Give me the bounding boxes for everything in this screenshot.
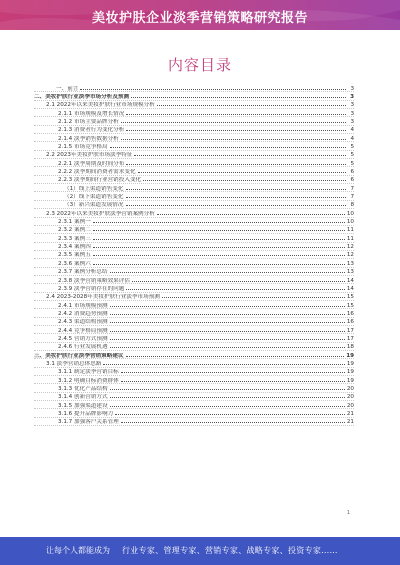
toc-entry-page: 10	[346, 219, 354, 226]
toc-entry-title: （2）线下渠道销售变化	[64, 194, 124, 201]
toc-entry-title: 2.4 2023-2028年美妆护肤行业淡季市场预测	[46, 294, 160, 301]
toc-entry[interactable]	[34, 268, 354, 276]
toc-entry[interactable]	[34, 134, 354, 142]
toc-entry-title: 2.4.2 消费趋势预测	[58, 310, 108, 317]
toc-entry-title: 3.1 淡季营销总体思路	[46, 360, 102, 367]
toc-entry[interactable]	[34, 234, 354, 242]
toc-entry[interactable]	[34, 393, 354, 401]
toc-entry-title: 一、前言	[56, 85, 79, 92]
toc-entry-page: 19	[346, 360, 354, 367]
toc-dot-leader	[121, 134, 346, 140]
toc-entry[interactable]	[34, 351, 354, 359]
toc-entry-title: 2.3.5 案例五	[58, 252, 91, 259]
toc-dot-leader	[126, 284, 345, 290]
toc-entry-page: 18	[346, 344, 354, 351]
toc-entry-page: 19	[346, 352, 354, 359]
toc-entry-page: 13	[346, 260, 354, 267]
toc-dot-leader	[162, 293, 345, 299]
toc-entry[interactable]	[34, 184, 354, 192]
toc-entry-title: （1）线上渠道销售变化	[64, 185, 124, 192]
toc-entry-page: 17	[346, 327, 354, 334]
toc-entry[interactable]	[34, 117, 354, 125]
toc-dot-leader	[110, 343, 345, 349]
toc-entry[interactable]	[34, 334, 354, 342]
toc-dot-leader	[121, 376, 345, 382]
toc-entry-title: 2.1 2022年以来美妆护肤行业市场规模分析	[46, 102, 155, 109]
toc-dot-leader	[157, 101, 346, 107]
toc-entry-title: 2.4.6 行业发展机遇	[58, 344, 108, 351]
toc-entry-title: 2.1.3 消费者行为变化分析	[58, 127, 125, 134]
toc-entry-page: 6	[350, 177, 354, 184]
toc-dot-leader	[110, 268, 345, 274]
toc-entry-title: 3.1.7 加强客户关系管理	[58, 419, 119, 426]
toc-entry[interactable]	[34, 368, 354, 376]
toc-entry-page: 16	[346, 319, 354, 326]
toc-dot-leader	[131, 92, 346, 98]
toc-entry-page: 3	[350, 85, 354, 92]
toc-entry[interactable]	[34, 259, 354, 267]
toc-dot-leader	[157, 209, 345, 215]
toc-entry-page: 14	[346, 285, 354, 292]
toc-entry-title: 2.2 2023年美妆护肤市场淡季特征	[46, 152, 133, 159]
toc-entry-page: 5	[350, 160, 354, 167]
toc-entry-title: 2.3.3 案例三	[58, 235, 91, 242]
toc-entry[interactable]	[34, 401, 354, 409]
toc-entry[interactable]	[34, 142, 354, 150]
toc-entry-page: 10	[346, 210, 354, 217]
toc-entry[interactable]	[34, 159, 354, 167]
toc-dot-leader	[110, 401, 345, 407]
toc-entry-title: 2.3.4 案例四	[58, 244, 91, 251]
toc-entry[interactable]	[34, 301, 354, 309]
toc-dot-leader	[80, 84, 346, 90]
toc-entry-page: 21	[346, 411, 354, 417]
toc-dot-leader	[103, 359, 344, 365]
toc-entry-page: 5	[350, 152, 354, 159]
toc-entry[interactable]	[34, 201, 354, 209]
toc-entry-page: 5	[350, 144, 354, 150]
toc-dot-leader	[110, 384, 345, 390]
toc-entry-title: 2.4.4 竞争格局预测	[58, 327, 108, 334]
toc-entry-page: 3	[350, 93, 354, 100]
toc-entry-title: 2.3 2022年以来美妆护肤淡季营销案例分析	[46, 210, 155, 217]
toc-entry[interactable]	[34, 126, 354, 134]
toc-dot-leader	[110, 326, 345, 332]
toc-entry-title: 2.1.4 淡季销售数据分析	[58, 135, 119, 142]
toc-entry-page: 12	[346, 244, 354, 251]
toc-entry[interactable]	[34, 293, 354, 301]
toc-entry-page: 19	[346, 369, 354, 376]
toc-dot-leader	[93, 259, 345, 265]
toc-entry-page: 3	[350, 110, 354, 117]
report-footer	[0, 537, 400, 565]
toc-entry[interactable]	[34, 284, 354, 292]
toc-entry-title: 2.2.3 淡季期间行业营销投入变化	[58, 177, 142, 184]
toc-dot-leader	[126, 201, 347, 207]
toc-entry-page: 3	[350, 102, 354, 109]
toc-entry-title: 2.3.2 案例二	[58, 227, 91, 234]
toc-entry-page: 21	[346, 419, 354, 426]
toc-entry-page: 20	[346, 402, 354, 409]
toc-entry[interactable]	[34, 276, 354, 284]
toc-entry[interactable]	[34, 418, 354, 426]
toc-dot-leader	[121, 368, 345, 374]
toc-entry[interactable]	[34, 226, 354, 234]
toc-entry-page: 6	[350, 169, 354, 176]
toc-entry-title: 2.3.8 淡季营销策略效果评估	[58, 277, 130, 284]
toc-entry-title: 3.1.2 明确目标消费群体	[58, 377, 119, 384]
toc-entry-title: 2.3.1 案例一	[58, 219, 91, 226]
toc-entry-page: 4	[350, 127, 354, 134]
toc-entry-title: 2.4.3 渠道结构预测	[58, 319, 108, 326]
toc-dot-leader	[110, 301, 345, 307]
toc-entry-page: 13	[346, 269, 354, 276]
toc-entry[interactable]	[34, 209, 354, 217]
toc-heading: 内容目录	[167, 56, 232, 74]
toc-dot-leader	[93, 218, 345, 224]
toc-dot-leader	[110, 334, 345, 340]
toc-entry-page: 4	[350, 135, 354, 142]
toc-entry[interactable]	[34, 309, 354, 317]
toc-entry-title: 3.1.3 优化产品结构	[58, 385, 108, 392]
toc-entry-title: 2.2.1 淡季周期及时间分布	[58, 160, 125, 167]
table-of-contents	[34, 84, 354, 426]
toc-entry[interactable]	[34, 409, 354, 417]
toc-entry[interactable]	[34, 84, 354, 92]
toc-entry[interactable]	[34, 359, 354, 367]
toc-dot-leader	[93, 251, 345, 257]
toc-entry-title: 2.1.5 市场竞争格局	[58, 144, 108, 150]
toc-entry[interactable]	[34, 376, 354, 384]
toc-dot-leader	[126, 109, 346, 115]
toc-entry[interactable]	[34, 326, 354, 334]
toc-dot-leader	[93, 243, 345, 249]
toc-entry-title: 3.1.1 制定淡季营销目标	[58, 369, 119, 376]
toc-entry-title: 2.1.1 市场规模及增长情况	[58, 110, 125, 117]
toc-dot-leader	[126, 184, 347, 190]
toc-entry-page: 17	[346, 335, 354, 342]
toc-entry-title: 2.3.7 案例分析总结	[58, 269, 108, 276]
toc-entry-page: 15	[346, 294, 354, 301]
toc-entry[interactable]	[34, 109, 354, 117]
toc-dot-leader	[126, 192, 347, 198]
page-number: 1	[346, 510, 350, 516]
toc-entry-page: 8	[350, 202, 354, 209]
toc-dot-leader	[138, 167, 346, 173]
toc-dot-leader	[143, 176, 346, 182]
toc-entry[interactable]	[34, 343, 354, 351]
toc-dot-leader	[121, 418, 345, 424]
toc-entry-title: （3）新兴渠道发展情况	[64, 202, 124, 209]
toc-dot-leader	[126, 351, 345, 357]
toc-entry-page: 16	[346, 310, 354, 317]
footer-slogan: 让每个人都能成为	[46, 546, 110, 555]
toc-dot-leader	[110, 318, 345, 324]
toc-entry-title: 三、美妆护肤行业淡季营销策略建议	[34, 352, 124, 359]
toc-entry-page: 11	[346, 227, 354, 234]
toc-entry-title: 3.1.4 创新营销方式	[58, 394, 108, 401]
toc-entry[interactable]	[34, 384, 354, 392]
toc-entry-title: 3.1.5 加强渠道建设	[58, 402, 108, 409]
toc-entry-page: 15	[346, 302, 354, 309]
report-header	[0, 0, 400, 30]
toc-dot-leader	[121, 117, 346, 123]
toc-entry[interactable]	[34, 318, 354, 326]
toc-entry-page: 12	[346, 252, 354, 259]
toc-dot-leader	[93, 234, 345, 240]
toc-entry[interactable]	[34, 92, 354, 100]
toc-entry-page: 11	[346, 235, 354, 242]
toc-entry[interactable]	[34, 243, 354, 251]
toc-dot-leader	[126, 159, 346, 165]
toc-entry[interactable]	[34, 218, 354, 226]
toc-entry-title: 3.1.6 提升品牌影响力	[58, 411, 114, 417]
toc-entry-page: 20	[346, 394, 354, 401]
toc-entry-title: 二、美妆护肤行业淡季市场分析及预测	[34, 93, 130, 100]
toc-entry-page: 20	[346, 385, 354, 392]
toc-dot-leader	[110, 309, 345, 315]
toc-dot-leader	[93, 226, 345, 232]
toc-entry-page: 7	[350, 194, 354, 201]
toc-entry[interactable]	[34, 101, 354, 109]
toc-entry[interactable]	[34, 251, 354, 259]
toc-entry[interactable]	[34, 176, 354, 184]
toc-dot-leader	[132, 276, 345, 282]
toc-entry-page: 7	[350, 185, 354, 192]
toc-entry[interactable]	[34, 151, 354, 159]
toc-entry[interactable]	[34, 192, 354, 200]
footer-roles: 行业专家、管理专家、营销专家、战略专家、投资专家……	[122, 546, 338, 555]
toc-dot-leader	[115, 409, 345, 415]
toc-entry-page: 14	[346, 277, 354, 284]
toc-dot-leader	[110, 393, 345, 399]
toc-entry-title: 2.4.5 营销方式预测	[58, 335, 108, 342]
toc-entry-page: 3	[350, 118, 354, 125]
toc-entry-title: 2.2.2 淡季期间消费者需求变化	[58, 169, 136, 176]
toc-entry[interactable]	[34, 167, 354, 175]
toc-entry-title: 2.3.6 案例六	[58, 260, 91, 267]
toc-entry-page: 19	[346, 377, 354, 384]
toc-entry-title: 2.1.2 市场主要品牌分析	[58, 118, 119, 125]
toc-dot-leader	[110, 142, 346, 148]
toc-entry-title: 2.4.1 市场规模预测	[58, 302, 108, 309]
report-title: 美妆护肤企业淡季营销策略研究报告	[91, 11, 308, 26]
toc-entry-title: 2.3.9 淡季营销存在的问题	[58, 285, 125, 292]
toc-dot-leader	[126, 126, 346, 132]
toc-dot-leader	[134, 151, 346, 157]
